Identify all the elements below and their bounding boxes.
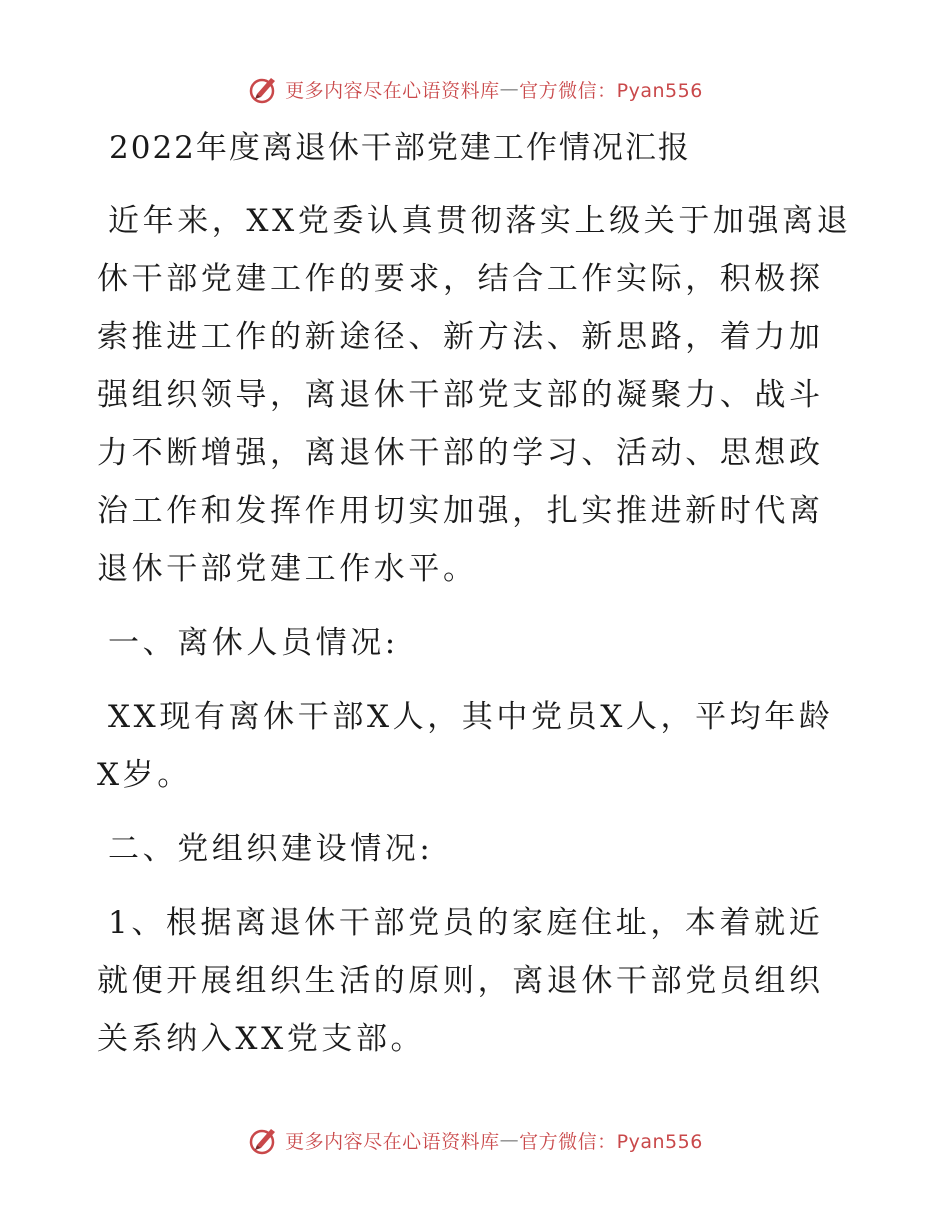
watermark-right-text: 官方微信：Pyan556 <box>519 1130 703 1153</box>
watermark-left-text: 更多内容尽在心语资料库 <box>285 1130 500 1153</box>
watermark-left-text: 更多内容尽在心语资料库 <box>285 79 500 102</box>
watermark-separator: — <box>499 1129 520 1151</box>
paragraph-retirees: XX现有离休干部X人，其中党员X人，平均年龄X岁。 <box>97 699 834 793</box>
watermark-separator: — <box>499 78 520 100</box>
document-page <box>97 124 857 1068</box>
document-title: 2022年度离退休干部党建工作情况汇报 <box>109 130 691 166</box>
pen-logo-icon <box>247 72 281 106</box>
paragraph-intro: 近年来，XX党委认真贯彻落实上级关于加强离退休干部党建工作的要求，结合工作实际，积极探索推进工作的新途径、新方法、新思路，着力加强组织领导，离退休干部党支部的凝聚力、战斗力不断增强，离退休干部的学习、活动、思想政治工作和发挥作用切实加强，扎实推进新时代离退休干部党建工作水平。 <box>97 203 852 587</box>
footer-watermark <box>0 1123 950 1157</box>
section-heading-retirees: 一、离休人员情况: <box>108 625 399 661</box>
watermark-right-text: 官方微信：Pyan556 <box>519 79 703 102</box>
section-heading-party-org: 二、党组织建设情况: <box>108 831 434 867</box>
header-watermark <box>0 72 950 106</box>
paragraph-party-org-1: 1、根据离退休干部党员的家庭住址，本着就近就便开展组织生活的原则，离退休干部党员组织关系纳入XX党支部。 <box>97 905 824 1057</box>
pen-logo-icon <box>247 1123 281 1157</box>
